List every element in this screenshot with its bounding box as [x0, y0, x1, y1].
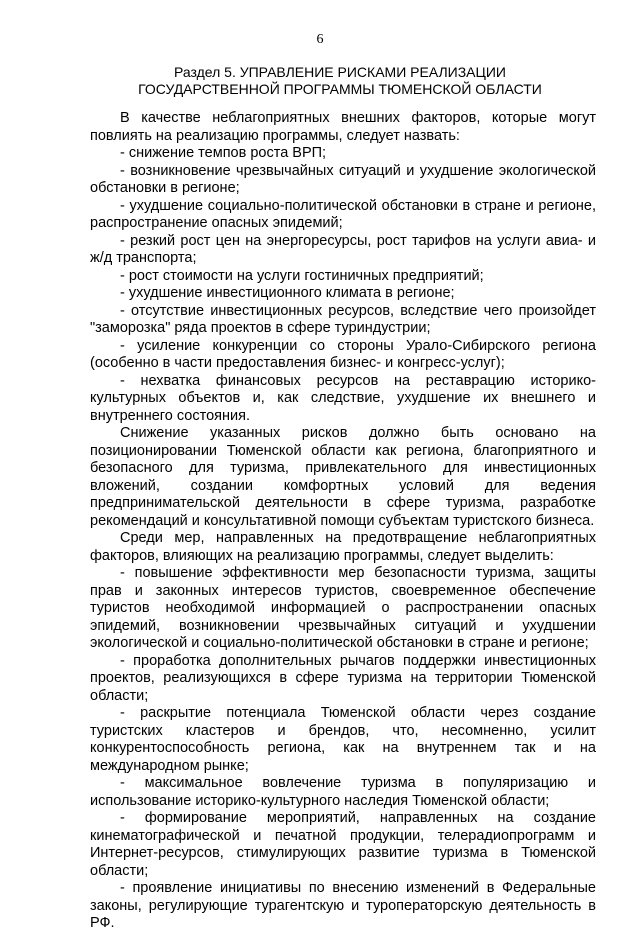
list-item: - снижение темпов роста ВРП; [120, 145, 327, 161]
list-item: - нехватка финансовых ресурсов на реставрацию историко-культурных объектов и, как следствие, ухудшение их внешнего и внутреннего состояния. [90, 372, 596, 424]
list-item: - ухудшение социально-политической обстановки в стране и регионе, распространение опасных эпидемий; [90, 197, 596, 231]
list-item: - усиление конкуренции со стороны Урало-Сибирского региона (особенно в части предоставления бизнес- и конгресс-услуг); [90, 337, 596, 371]
section-heading [90, 64, 590, 98]
list-item: - формирование мероприятий, направленных на создание кинематографической и печатной продукции, телерадиопрограмм и Интернет-ресурсов, стимулирующих развитие туризма в Тюменской области; [90, 810, 596, 879]
list-item: - раскрытие потенциала Тюменской области через создание туристских кластеров и брендов, что, несомненно, усилит конкурентоспособность региона, как на внутреннем так и на международном рынке; [90, 705, 596, 774]
list-item: - максимальное вовлечение туризма в популяризацию и использование историко-культурного наследия Тюменской области; [90, 775, 596, 809]
paragraph-measures-intro: Среди мер, направленных на предотвращение неблагоприятных факторов, влияющих на реализацию программы, следует выделить: [90, 530, 596, 564]
list-item: - отсутствие инвестиционных ресурсов, вследствие чего произойдет "заморозка" ряда проектов в сфере туриндустрии; [90, 302, 596, 336]
section-heading-line-1: Раздел 5. УПРАВЛЕНИЕ РИСКАМИ РЕАЛИЗАЦИИ [174, 64, 506, 80]
list-item: - резкий рост цен на энергоресурсы, рост тарифов на услуги авиа- и ж/д транспорта; [90, 232, 596, 266]
list-item: - возникновение чрезвычайных ситуаций и ухудшение экологической обстановки в регионе; [90, 162, 596, 196]
section-heading-line-2: ГОСУДАРСТВЕННОЙ ПРОГРАММЫ ТЮМЕНСКОЙ ОБЛАСТИ [138, 81, 542, 97]
document-body [90, 110, 596, 933]
list-item: - повышение эффективности мер безопасности туризма, защиты прав и законных интересов туристов, своевременное обеспечение туристов необходимой информацией о распространении опасных эпидемий, возникновении чрезвычайных ситуаций и ухудшении экологической и социально-политической обстановки в стране и регионе; [90, 565, 596, 651]
list-item: - рост стоимости на услуги гостиничных предприятий; [120, 267, 484, 284]
list-item: - ухудшение инвестиционного климата в регионе; [120, 285, 455, 301]
paragraph-intro: В качестве неблагоприятных внешних факторов, которые могут повлиять на реализацию программы, следует назвать: [90, 110, 596, 144]
paragraph-risk-reduction: Снижение указанных рисков должно быть основано на позиционировании Тюменской области как региона, благоприятного и безопасного для туризма, привлекательного для инвестиционных вложений, создании комфортных условий для ведения предпринимательской деятельности в сфере туризма, разработке рекомендаций и консультативной помощи субъектам туристского бизнеса. [90, 425, 596, 529]
page-number: 6 [316, 32, 324, 47]
list-item: - проработка дополнительных рычагов поддержки инвестиционных проектов, реализующихся в сфере туризма на территории Тюменской области; [90, 652, 596, 704]
list-item: - проявление инициативы по внесению изменений в Федеральные законы, регулирующие турагентскую и туроператорскую деятельность в РФ. [90, 880, 596, 931]
